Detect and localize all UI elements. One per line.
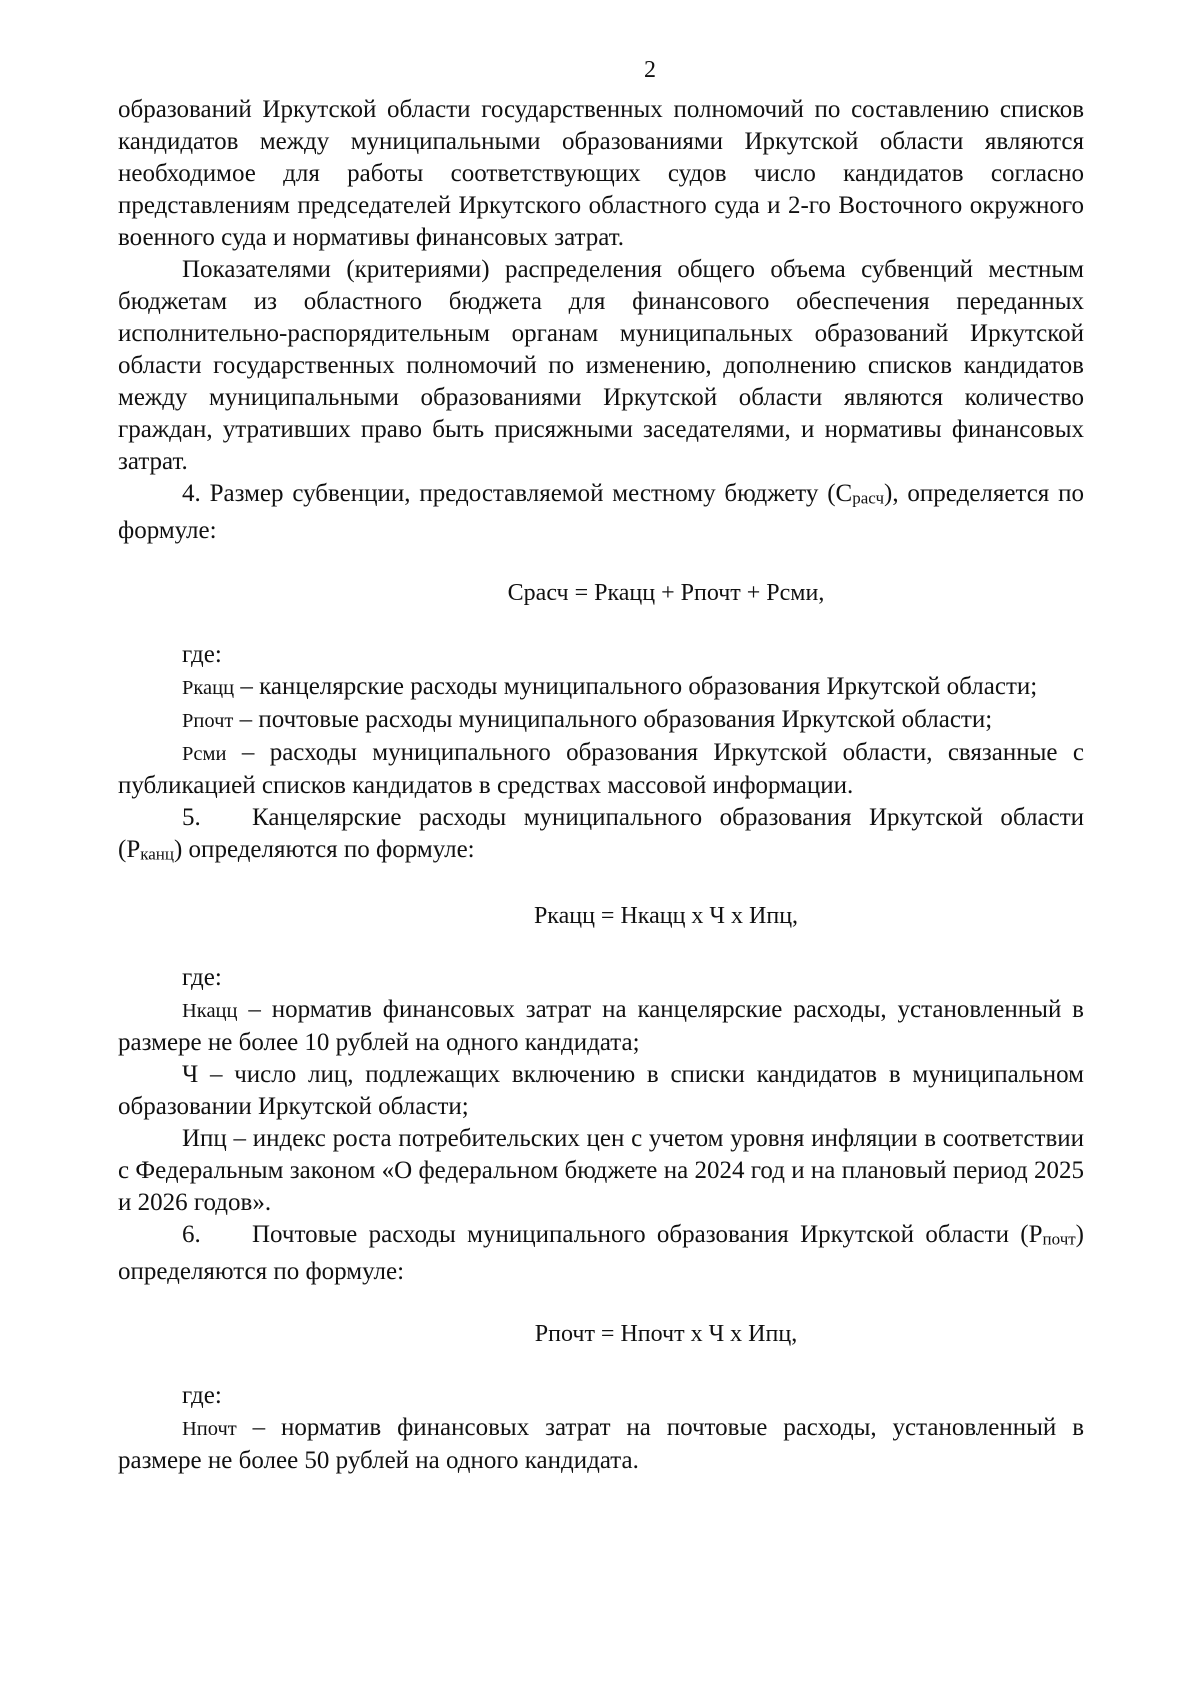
- definition-persons-count: Ч – число лиц, подлежащих включению в списки кандидатов в муниципальном образовании Иркутской области;: [118, 1061, 1084, 1121]
- definition-postal: [118, 704, 1084, 737]
- symbol-stationery: Ркацц: [182, 676, 235, 699]
- definition-media: [118, 737, 1084, 802]
- definition-stationery: [118, 671, 1084, 704]
- paragraph-4-end: ), определяется по формуле:: [118, 480, 1084, 544]
- definition-postal-norm-text: – норматив финансовых затрат на почтовые расходы, установленный в размере не более 50 рублей на одного кандидата.: [118, 1413, 1084, 1474]
- where-label-2: где:: [182, 964, 222, 992]
- paragraph-4-subscript: расч: [852, 488, 885, 508]
- definition-price-index: [118, 1123, 1084, 1219]
- formula-postal: Рпочт = Нпочт х Ч х Ипц,: [534, 1320, 798, 1347]
- document-body: [118, 94, 1084, 1477]
- definition-postal-norm: [118, 1412, 1084, 1477]
- paragraph-6: [118, 1219, 1084, 1288]
- symbol-postal-norm: Нпочт: [182, 1417, 237, 1440]
- symbol-media: Рсми: [182, 742, 227, 765]
- where-label-1: где:: [182, 640, 222, 668]
- paragraph-5-subscript: канц: [140, 844, 174, 864]
- paragraph-6-end: ) определяются по формуле:: [118, 1221, 1084, 1285]
- paragraph-4-start: 4. Размер субвенции, предоставляемой местному бюджету (С: [182, 480, 853, 507]
- paragraph-5-text: Канцелярские расходы муниципального образования Иркутской области (Р: [118, 803, 1084, 863]
- symbol-price-index: Ипц: [182, 1125, 227, 1153]
- definition-stationery-text: – канцелярские расходы муниципального образования Иркутской области;: [234, 672, 1038, 700]
- formula-stationery: Ркацц = Нкацц х Ч х Ипц,: [533, 903, 799, 930]
- page-number: 2: [644, 57, 656, 83]
- definition-stationery-norm: [118, 994, 1084, 1059]
- definition-stationery-norm-text: – норматив финансовых затрат на канцелярские расходы, установленный в размере не более 10 рублей на одного кандидата;: [118, 996, 1084, 1057]
- formula-subvention: Срасч = Ркацц + Рпочт + Рсми,: [507, 579, 825, 606]
- paragraph-5: [118, 802, 1084, 871]
- definition-price-index-text: – индекс роста потребительских цен с учетом уровня инфляции в соответствии с Федеральным законом «О федеральном бюджете на 2024 год и на плановый период 2025 и 2026 годов».: [118, 1125, 1084, 1217]
- definition-media-text: – расходы муниципального образования Иркутской области, связанные с публикацией списков кандидатов в средствах массовой информации.: [118, 738, 1084, 799]
- paragraph-5-end: ) определяются по формуле:: [173, 835, 475, 863]
- where-label-3: где:: [182, 1381, 222, 1409]
- symbol-postal: Рпочт: [182, 709, 234, 732]
- paragraph-continuation: образований Иркутской области государственных полномочий по составлению списков кандидатов между муниципальными образованиями Иркутской области являются необходимое для работы соответствующих судов число кандидатов согласно представлениям председателей Иркутского областного суда и 2-го Восточного окружного военного суда и нормативы финансовых затрат.: [118, 96, 1084, 251]
- paragraph-6-subscript: почт: [1042, 1229, 1076, 1249]
- symbol-stationery-norm: Нкацц: [182, 1000, 238, 1023]
- paragraph-6-number: 6.: [182, 1221, 201, 1249]
- definition-postal-text: – почтовые расходы муниципального образования Иркутской области;: [233, 705, 993, 733]
- paragraph-4: [118, 478, 1084, 547]
- paragraph-criteria: Показателями (критериями) распределения общего объема субвенций местным бюджетам из областного бюджета для финансового обеспечения переданных исполнительно-распорядительным органам муниципальных образований Иркутской области государственных полномочий по изменению, дополнению списков кандидатов между муниципальными образованиями Иркутской области являются количество граждан, утративших право быть присяжными заседателями, и нормативы финансовых затрат.: [118, 256, 1084, 475]
- paragraph-6-text: Почтовые расходы муниципального образования Иркутской области (Р: [252, 1221, 1043, 1249]
- paragraph-5-number: 5.: [182, 803, 201, 831]
